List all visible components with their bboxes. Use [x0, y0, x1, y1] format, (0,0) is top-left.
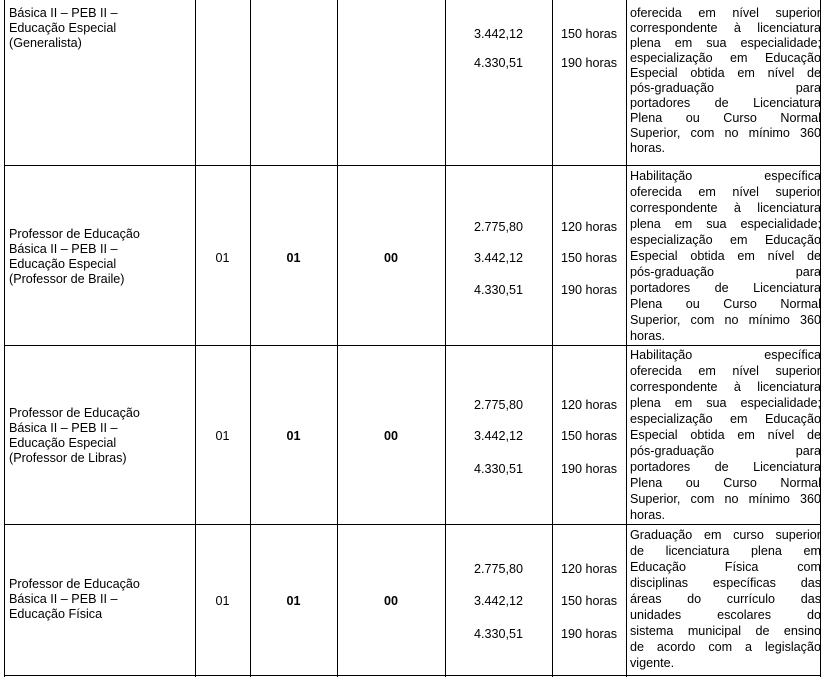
table-row [9, 406, 189, 466]
requisito-line: horas. [630, 508, 666, 522]
requisito-line: disciplinas específicas das [630, 576, 821, 590]
requisito-line: especialização em Educação [630, 233, 821, 247]
cargo-line: Básica II – PEB II – [9, 242, 118, 256]
cargo-line: Educação Especial [9, 257, 117, 271]
vencimento-value: 2.775,80 [473, 562, 524, 576]
table-border-left [4, 0, 5, 677]
requisito-line: especialização em Educação [630, 412, 821, 426]
requisito-line: de licenciatura plena em [630, 544, 821, 558]
requisito-line: oferecida em nível superior [630, 6, 821, 20]
requisito-line: plena em sua especialidade; [630, 396, 821, 410]
vencimento-value: 2.775,80 [473, 398, 524, 412]
cargo-line: Educação Especial [9, 21, 117, 35]
table-border-bottom [4, 675, 821, 676]
requisito-line: unidades escolares do [630, 608, 821, 622]
cargo-line: Básica II – PEB II – [9, 592, 118, 606]
requisito-line: correspondente à licenciatura [630, 21, 821, 35]
carga-horaria-value: 120 horas [560, 220, 617, 234]
requisito-line: Habilitação específica [630, 169, 821, 183]
requisito-line: áreas do currículo das [630, 592, 821, 606]
row-divider [4, 524, 821, 525]
requisito-line: Graduação em curso superior [630, 528, 821, 542]
vencimento-value: 4.330,51 [473, 283, 524, 297]
row-divider [4, 165, 821, 166]
cargo-line: (Professor de Braile) [9, 272, 125, 286]
requisito-line: Habilitação específica [630, 348, 821, 362]
cargo-line: (Generalista) [9, 36, 82, 50]
requisito-line: pós-graduação para [630, 444, 821, 458]
cargo-line: Professor de Educação [9, 577, 140, 591]
job-table [4, 0, 821, 677]
vencimento-value: 4.330,51 [473, 627, 524, 641]
vagas-pcd-value: 00 [383, 594, 398, 608]
requisito-line: de acordo com a legislação [630, 640, 821, 654]
vagas-total-value: 01 [215, 594, 230, 608]
vencimento-value: 3.442,12 [473, 594, 524, 608]
requisito-line: Superior, com no mínimo 360 [630, 126, 821, 140]
requisito-line: pós-graduação para [630, 265, 821, 279]
requisitos-cell [630, 168, 821, 344]
requisito-line: portadores de Licenciatura [630, 96, 821, 110]
requisito-line: vigente. [630, 656, 675, 670]
vagas-ampla-value: 01 [286, 251, 301, 265]
cargo-line: Professor de Educação [9, 227, 140, 241]
cargo-line: (Professor de Libras) [9, 451, 127, 465]
carga-horaria-value: 150 horas [560, 27, 617, 41]
requisito-line: plena em sua especialidade; [630, 36, 821, 50]
carga-horaria-value: 150 horas [560, 251, 617, 265]
column-divider [195, 0, 196, 677]
column-divider [337, 0, 338, 677]
vagas-pcd-value: 00 [383, 429, 398, 443]
requisito-line: Plena ou Curso Normal [630, 111, 821, 125]
requisito-line: Plena ou Curso Normal [630, 476, 821, 490]
column-divider [250, 0, 251, 677]
requisito-line: plena em sua especialidade; [630, 217, 821, 231]
requisitos-cell [630, 347, 821, 523]
vencimento-value: 3.442,12 [473, 429, 524, 443]
cargo-line: Educação Física [9, 607, 103, 621]
requisito-line: correspondente à licenciatura [630, 201, 821, 215]
carga-horaria-value: 190 horas [560, 283, 617, 297]
carga-horaria-value: 190 horas [560, 56, 617, 70]
vencimento-value: 3.442,12 [473, 251, 524, 265]
requisito-line: oferecida em nível superior [630, 185, 821, 199]
requisito-line: Educação Física com [630, 560, 821, 574]
requisitos-cell [630, 527, 821, 671]
requisito-line: portadores de Licenciatura [630, 281, 821, 295]
requisitos-cell [630, 6, 821, 156]
requisito-line: horas. [630, 329, 666, 343]
vagas-ampla-value: 01 [286, 594, 301, 608]
vagas-ampla-value: 01 [286, 429, 301, 443]
cargo-line: Básica II – PEB II – [9, 421, 118, 435]
requisito-line: Superior, com no mínimo 360 [630, 313, 821, 327]
requisito-line: especialização em Educação [630, 51, 821, 65]
carga-horaria-value: 120 horas [560, 398, 617, 412]
row-divider [4, 345, 821, 346]
vencimento-value: 4.330,51 [473, 462, 524, 476]
requisito-line: sistema municipal de ensino [630, 624, 821, 638]
requisito-line: portadores de Licenciatura [630, 460, 821, 474]
carga-horaria-value: 190 horas [560, 462, 617, 476]
table-row [9, 6, 189, 51]
cargo-line: Básica II – PEB II – [9, 6, 118, 20]
requisito-line: Superior, com no mínimo 360 [630, 492, 821, 506]
vagas-total-value: 01 [215, 251, 230, 265]
carga-horaria-value: 150 horas [560, 429, 617, 443]
requisito-line: Especial obtida em nível de [630, 428, 821, 442]
requisito-line: Especial obtida em nível de [630, 66, 821, 80]
column-divider [626, 0, 627, 677]
cargo-line: Professor de Educação [9, 406, 140, 420]
carga-horaria-value: 150 horas [560, 594, 617, 608]
requisito-line: oferecida em nível superior [630, 364, 821, 378]
table-row [9, 227, 189, 287]
vencimento-value: 4.330,51 [473, 56, 524, 70]
requisito-line: correspondente à licenciatura [630, 380, 821, 394]
requisito-line: horas. [630, 141, 666, 155]
vencimento-value: 3.442,12 [473, 27, 524, 41]
cargo-line: Educação Especial [9, 436, 117, 450]
vencimento-value: 2.775,80 [473, 220, 524, 234]
table-row [9, 577, 189, 622]
vagas-pcd-value: 00 [383, 251, 398, 265]
requisito-line: Especial obtida em nível de [630, 249, 821, 263]
carga-horaria-value: 120 horas [560, 562, 617, 576]
requisito-line: pós-graduação para [630, 81, 821, 95]
carga-horaria-value: 190 horas [560, 627, 617, 641]
requisito-line: Plena ou Curso Normal [630, 297, 821, 311]
vagas-total-value: 01 [215, 429, 230, 443]
